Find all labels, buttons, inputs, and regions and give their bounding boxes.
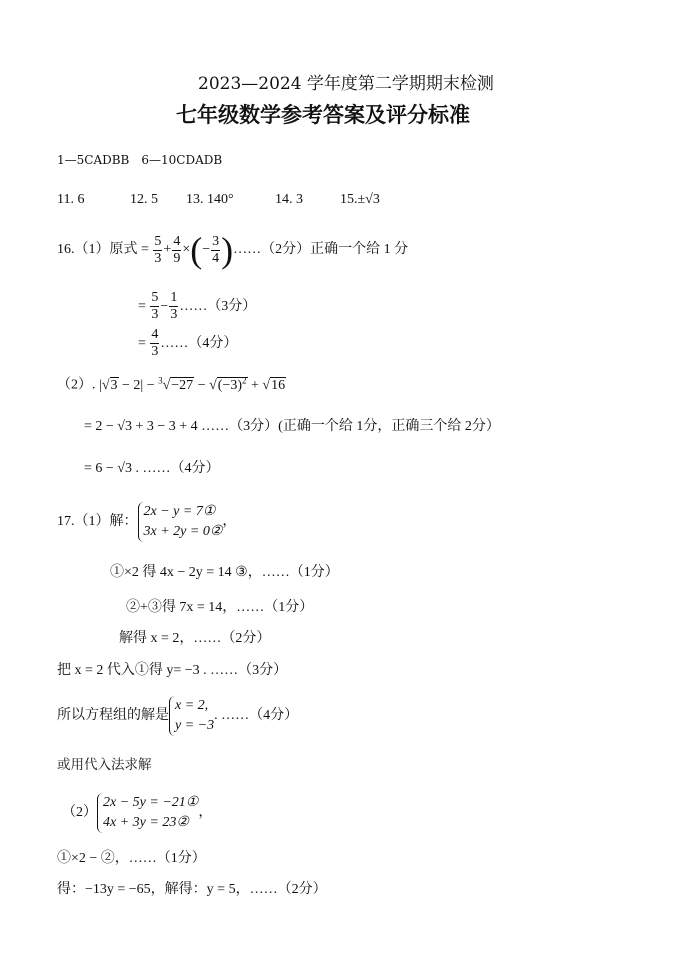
equation-system [97, 793, 198, 833]
q16-part1-line1: 16.（1）原式 = $\frac{5}{3}$ + $\frac{4}{9}$ × ( − $\frac{3}{4}$ ) ……（2分）正确一个给 1 分 [57, 230, 409, 270]
solution-y: y = −3 [175, 718, 215, 733]
q16-part1-line3: = $\frac{4}{3}$ ……（4分） [138, 327, 238, 359]
fill-answer-15: 15.±√3 [340, 192, 380, 207]
q17-solution-score: . ……（4分） [214, 708, 299, 723]
q16-label: 16.（1）原式 [57, 242, 138, 257]
fill-answer-13: 13. 140° [186, 192, 234, 207]
q17-p2-label: （2） [62, 805, 97, 820]
p2-equation-1: 2x − 5y = −21① [103, 795, 199, 810]
fraction: $\frac{5}{3}$ [154, 233, 162, 266]
q17-step3: 解得 x = 2，……（2分） [119, 631, 271, 646]
q16-p2-label: （2）. [57, 377, 96, 393]
solution-x: x = 2, [175, 698, 209, 713]
q17-part1-system: 17.（1）解： 2x − y = 7① 3x + 2y = 0② ， [57, 502, 236, 542]
q17-p2-step2: 得：−13y = −65，解得：y = 5，……（2分） [57, 882, 327, 897]
q17-step1: ①×2 得 4x − 2y = 14 ③，……（1分） [110, 565, 339, 580]
q17-part2-system: （2） 2x − 5y = −21① 4x + 3y = 23② ， [62, 793, 212, 833]
q16-p2-step2: = 6 − √3 . ……（4分） [84, 461, 220, 476]
fraction: $\frac{5}{3}$ [151, 290, 159, 322]
q17-alt-method: 或用代入法求解 [57, 757, 152, 773]
fill-answer-11: 11. 6 [57, 192, 85, 207]
fill-answer-12: 12. 5 [130, 192, 158, 207]
exam-subtitle: 七年级数学参考答案及评分标准 [176, 102, 470, 127]
fraction: $\frac{4}{9}$ [173, 233, 181, 266]
exam-title: 2023—2024 学年度第二学期期末检测 [198, 74, 494, 94]
solution-system [169, 696, 214, 736]
q17-step2: ②+③得 7x = 14，……（1分） [126, 600, 314, 615]
p2-equation-2: 4x + 3y = 23② [103, 815, 189, 830]
equation-2: 3x + 2y = 0② [143, 524, 223, 539]
q17-solution-prefix: 所以方程组的解是 [57, 708, 169, 723]
q16-part2-expression: （2）. $|√3 - 2| - ^3√-27 - √(-3)^2 + √16$ [57, 375, 286, 393]
fill-answer-14: 14. 3 [275, 192, 303, 207]
q17-step4: 把 x = 2 代入①得 y= −3 . ……（3分） [57, 663, 288, 678]
equation-1: 2x − y = 7① [143, 504, 216, 519]
equation-system [138, 502, 223, 542]
fraction: $\frac{1}{3}$ [170, 290, 178, 322]
q16-p2-step1: = 2 − √3 + 3 − 3 + 4 ……（3分）(正确一个给 1分，正确三个给 2分） [84, 419, 500, 434]
fraction: $\frac{3}{4}$ [212, 233, 220, 266]
q17-label: 17.（1）解： [57, 514, 138, 529]
q16-part1-line2: = $\frac{5}{3}$ − $\frac{1}{3}$ ……（3分） [138, 290, 257, 322]
q17-solution [57, 696, 298, 736]
choice-answers: 1—5CADBB 6—10CDADB [57, 153, 223, 167]
q16-p1-score2: ……（3分） [179, 298, 257, 314]
q16-p1-score3: ……（4分） [160, 335, 238, 351]
q17-p2-step1: ①×2 − ②，……（1分） [57, 851, 206, 866]
q16-p1-score1: ……（2分）正确一个给 1 分 [233, 242, 409, 257]
fraction: $\frac{4}{3}$ [151, 327, 159, 359]
